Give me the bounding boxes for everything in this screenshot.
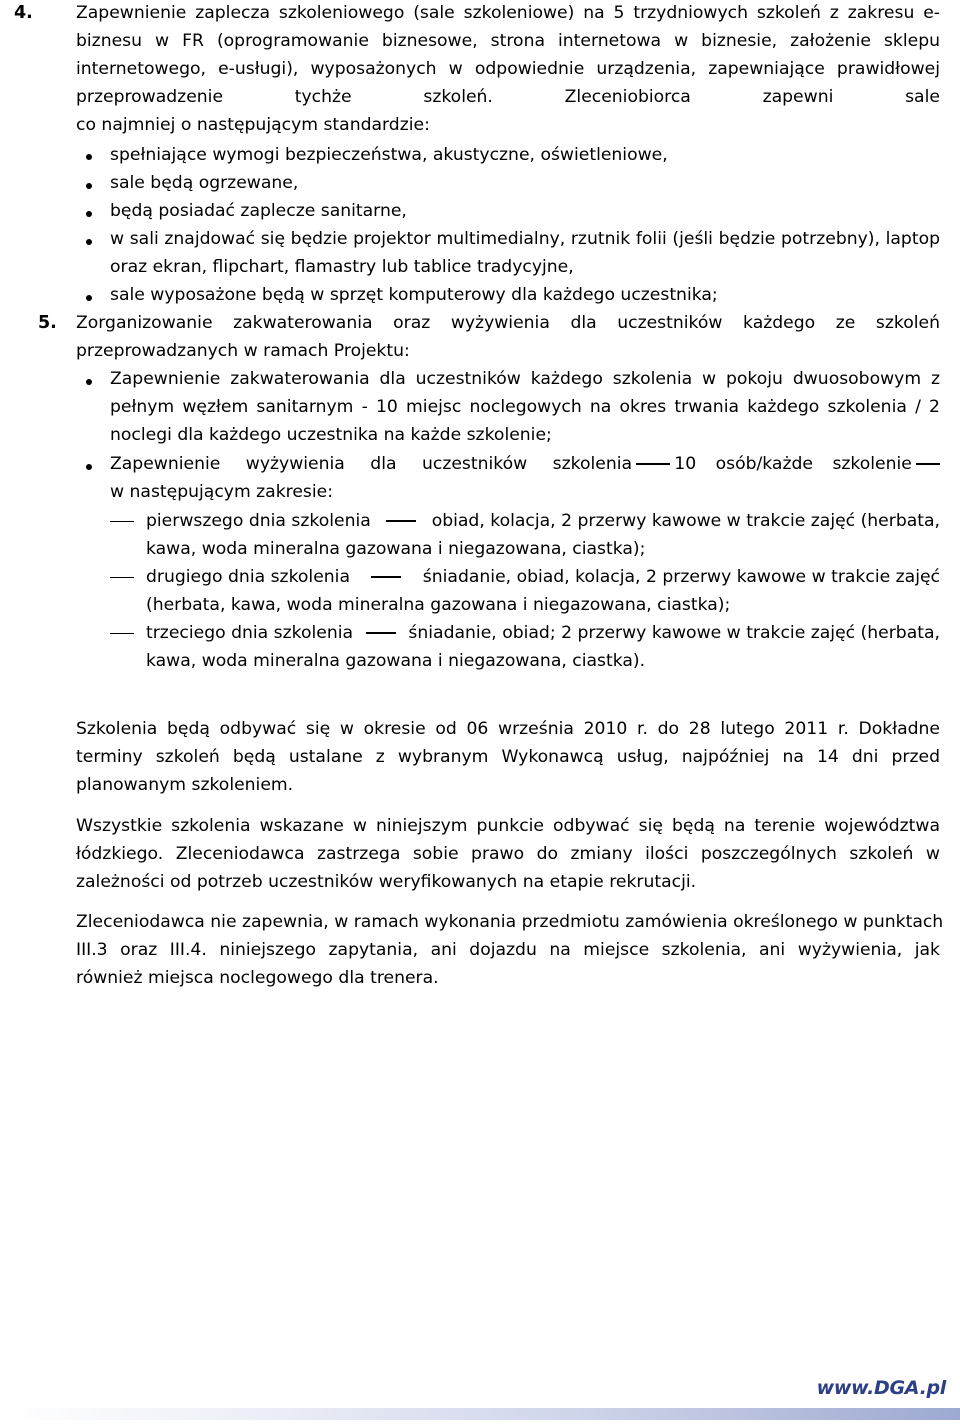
word: tychże: [294, 87, 352, 107]
dash-marker: [110, 577, 134, 578]
section-number: 4.: [14, 3, 33, 23]
paragraph-line: łódzkiego. Zleceniodawca zastrzega sobie prawo do zmiany ilości poszczególnych szkoleń w: [76, 844, 940, 864]
em-dash: [386, 520, 416, 521]
bullet-text: w następującym zakresie:: [110, 482, 334, 502]
day-label: trzeciego dnia szkolenia: [146, 623, 354, 643]
em-dash: [916, 463, 940, 464]
em-dash: [371, 576, 401, 577]
day-item: [146, 511, 940, 531]
word: szkoleń.: [423, 87, 493, 107]
text-line: Zorganizowanie zakwaterowania oraz wyżywienia dla uczestników każdego ze szkoleń: [76, 313, 940, 333]
paragraph-line: terminy szkoleń będą ustalane z wybranym Wykonawcą usług, najpóźniej na 14 dni przed: [76, 747, 940, 767]
bullet-dot: [86, 295, 92, 301]
bullet-text: pełnym węzłem sanitarnym - 10 miejsc noclegowych na okres trwania każdego szkolenia / 2: [110, 397, 940, 417]
day-item: [146, 567, 940, 587]
bullet-text: Zapewnienie zakwaterowania dla uczestników każdego szkolenia w pokoju dwuosobowym z: [110, 369, 940, 389]
day-label: pierwszego dnia szkolenia: [146, 511, 371, 531]
dga-logo[interactable]: www.DGA.pl: [816, 1377, 946, 1399]
paragraph-line: również miejsca noclegowego dla trenera.: [76, 968, 439, 988]
bullet-text: noclegi dla każdego uczestnika na każde szkolenie;: [110, 425, 552, 445]
day-meals: obiad, kolacja, 2 przerwy kawowe w trakcie zajęć (herbata,: [431, 511, 940, 531]
day-label: drugiego dnia szkolenia: [146, 567, 350, 587]
text-line: przeprowadzanych w ramach Projektu:: [76, 341, 410, 361]
paragraph-line: zależności od potrzeb uczestników weryfikowanych na etapie rekrutacji.: [76, 872, 697, 892]
text-line: internetowego, e-usługi), wyposażonych w odpowiednie urządzenia, zapewniające prawidłowej: [76, 59, 940, 79]
day-meals: śniadanie, obiad, kolacja, 2 przerwy kawowe w trakcie zajęć: [422, 567, 940, 587]
day-meals: śniadanie, obiad; 2 przerwy kawowe w trakcie zajęć (herbata,: [408, 623, 940, 643]
text-line: co najmniej o następującym standardzie:: [76, 115, 430, 135]
word: Zleceniobiorca: [564, 87, 691, 107]
bullet-text: oraz ekran, flipchart, flamastry lub tablice tradycyjne,: [110, 257, 574, 277]
bullet-dot: [86, 183, 92, 189]
word: przeprowadzenie: [76, 87, 224, 107]
dash-marker: [110, 521, 134, 522]
day-item-cont: kawa, woda mineralna gazowana i niegazowana, ciastka).: [146, 651, 646, 671]
text-line-spaced: [76, 87, 940, 107]
paragraph-line: planowanym szkoleniem.: [76, 775, 294, 795]
footer-gradient-bar: [0, 1408, 960, 1420]
text-line: Zapewnienie zaplecza szkoleniowego (sale szkoleniowe) na 5 trzydniowych szkoleń z zakresu e-: [76, 3, 940, 23]
bullet-text: sale będą ogrzewane,: [110, 173, 299, 193]
meal-intro: Zapewnienie wyżywienia dla uczestników szkolenia: [110, 454, 633, 474]
bullet-text: spełniające wymogi bezpieczeństwa, akustyczne, oświetleniowe,: [110, 145, 668, 165]
paragraph-line: III.3 oraz III.4. niniejszego zapytania, ani dojazdu na miejsce szkolenia, ani wyżywienia, jak: [76, 940, 940, 960]
bullet-dot: [86, 464, 92, 470]
day-item-cont: kawa, woda mineralna gazowana i niegazowana, ciastka);: [146, 539, 646, 559]
bullet-text: sale wyposażone będą w sprzęt komputerowy dla każdego uczestnika;: [110, 285, 718, 305]
text-line: biznesu w FR (oprogramowanie biznesowe, strona internetowa w biznesie, założenie sklepu: [76, 31, 940, 51]
bullet-dot: [86, 239, 92, 245]
dash-marker: [110, 633, 134, 634]
paragraph-line: Szkolenia będą odbywać się w okresie od 06 września 2010 r. do 28 lutego 2011 r. Dokładne: [76, 719, 940, 739]
bullet-text: w sali znajdować się będzie projektor multimedialny, rzutnik folii (jeśli będzie potrzebny), laptop: [110, 229, 940, 249]
bullet-dot: [86, 379, 92, 385]
day-item: [146, 623, 940, 643]
paragraph-line: Wszystkie szkolenia wskazane w niniejszym punkcie odbywać się będą na terenie województwa: [76, 816, 940, 836]
bullet-text-spaced: [110, 454, 940, 474]
meal-count: 10 osób/każde szkolenie: [674, 454, 912, 474]
paragraph-line: Zleceniodawca nie zapewnia, w ramach wykonania przedmiotu zamówienia określonego w punktach: [76, 912, 944, 932]
word: zapewni: [762, 87, 834, 107]
section-number: 5.: [38, 313, 57, 333]
word: sale: [905, 87, 940, 107]
bullet-dot: [86, 211, 92, 217]
bullet-dot: [86, 154, 92, 160]
em-dash: [366, 632, 396, 633]
day-item-cont: (herbata, kawa, woda mineralna gazowana i niegazowana, ciastka);: [146, 595, 731, 615]
bullet-text: będą posiadać zaplecze sanitarne,: [110, 201, 407, 221]
em-dash: [636, 463, 670, 464]
